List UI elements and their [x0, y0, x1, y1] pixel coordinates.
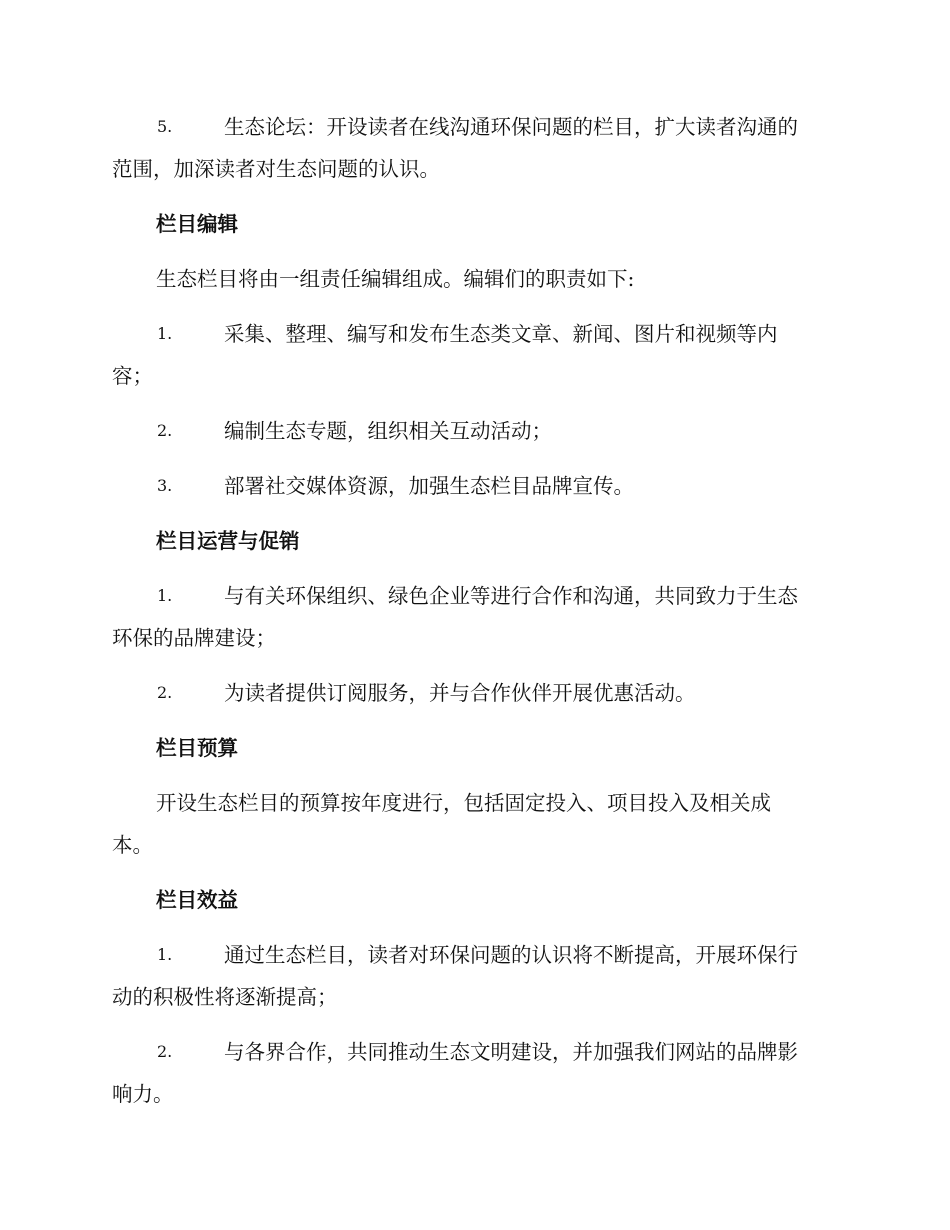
list-text-continued: 响力。	[112, 1082, 174, 1106]
list-number: 5.	[157, 117, 173, 136]
list-text: 生态论坛：开设读者在线沟通环保问题的栏目，扩大读者沟通的	[224, 115, 798, 139]
list-item	[112, 575, 834, 659]
list-number: 2.	[157, 1042, 173, 1061]
list-text-continued: 环保的品牌建设；	[112, 626, 276, 650]
list-text-continued: 动的积极性将逐渐提高；	[112, 985, 338, 1009]
heading-editing: 栏目编辑	[156, 212, 238, 236]
heading-benefits: 栏目效益	[156, 888, 238, 912]
heading-budget: 栏目预算	[156, 736, 238, 760]
list-number: 3.	[157, 476, 173, 495]
list-item	[112, 313, 834, 397]
list-text-continued: 范围，加深读者对生态问题的认识。	[112, 157, 440, 181]
budget-text-continued: 本。	[112, 833, 153, 857]
list-item	[112, 465, 834, 507]
section-heading	[112, 727, 834, 769]
list-number: 1.	[157, 324, 173, 343]
section-heading	[112, 203, 834, 245]
list-text: 与各界合作，共同推动生态文明建设，并加强我们网站的品牌影	[224, 1040, 798, 1064]
list-text: 编制生态专题，组织相关互动活动；	[224, 419, 552, 443]
list-item	[112, 410, 834, 452]
paragraph	[112, 258, 834, 300]
section-heading	[112, 520, 834, 562]
list-number: 2.	[157, 421, 173, 440]
list-text: 采集、整理、编写和发布生态类文章、新闻、图片和视频等内	[224, 322, 778, 346]
list-number: 1.	[157, 586, 173, 605]
list-item	[112, 1031, 834, 1115]
list-text-continued: 容；	[112, 364, 153, 388]
list-text: 部署社交媒体资源，加强生态栏目品牌宣传。	[224, 474, 634, 498]
list-number: 2.	[157, 683, 173, 702]
list-item	[112, 106, 834, 190]
list-text: 为读者提供订阅服务，并与合作伙伴开展优惠活动。	[224, 681, 696, 705]
list-item	[112, 672, 834, 714]
list-text: 与有关环保组织、绿色企业等进行合作和沟通，共同致力于生态	[224, 584, 798, 608]
list-number: 1.	[157, 945, 173, 964]
list-item	[112, 934, 834, 1018]
list-text: 通过生态栏目，读者对环保问题的认识将不断提高，开展环保行	[224, 943, 798, 967]
section-heading	[112, 879, 834, 921]
heading-operations: 栏目运营与促销	[156, 529, 300, 553]
budget-text: 开设生态栏目的预算按年度进行，包括固定投入、项目投入及相关成	[156, 791, 771, 815]
paragraph	[112, 782, 834, 866]
editing-intro: 生态栏目将由一组责任编辑组成。编辑们的职责如下:	[156, 267, 635, 291]
